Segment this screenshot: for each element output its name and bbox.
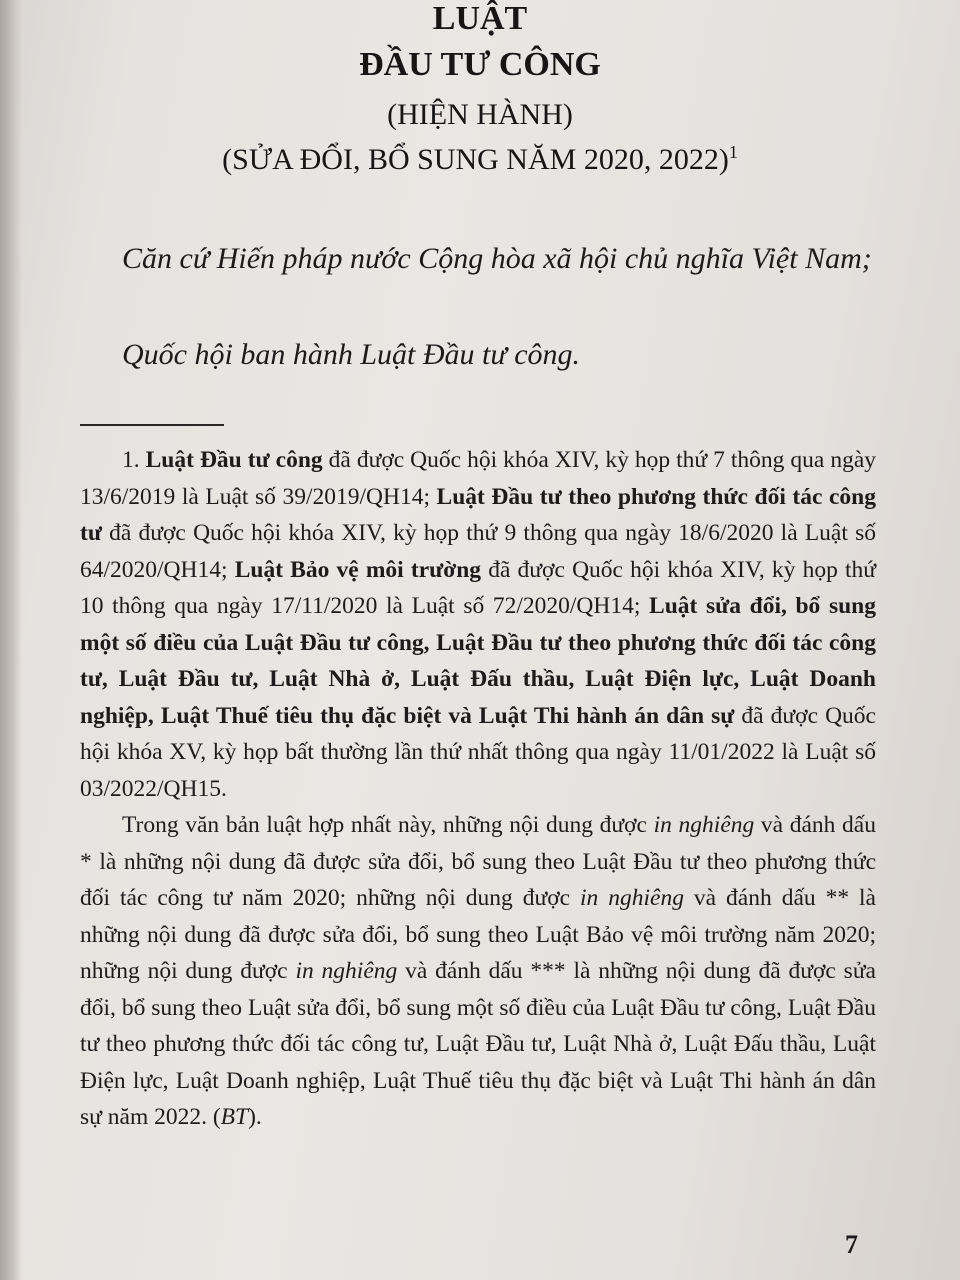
footnote-text: và đánh dấu *** là những nội dung đã được sửa đổi, bổ sung theo Luật sửa đổi, bổ sung một số điều của Luật Đầu tư công, Luật Đầu tư theo phương thức đối tác công tư, Luật Đầu tư, Luật Nhà ở, Luật Đấu thầu, Luật Điện lực, Luật Doanh nghiệp, Luật Thuế tiêu thụ đặc biệt và Luật Thi hành án dân sự năm 2022. ( — [80, 958, 876, 1130]
footnote-marker: 1 — [728, 142, 738, 162]
title-line-1: LUẬT — [432, 0, 528, 37]
title-line-4-text: (SỬA ĐỔI, BỔ SUNG NĂM 2020, 2022) — [222, 143, 729, 176]
italic-term: in nghiêng — [653, 812, 755, 838]
italic-term: in nghiêng — [580, 885, 684, 911]
law-name: Luật Bảo vệ môi trường — [234, 556, 482, 583]
title-line-2: ĐẦU TƯ CÔNG — [359, 46, 601, 83]
law-name: Luật Đầu tư theo phương thức đối tác công tư — [80, 483, 876, 546]
footnote-text: đã được Quốc hội khóa XIV, kỳ họp thứ 7 thông qua ngày 13/6/2019 là Luật số 39/2019/QH14; — [80, 447, 877, 510]
law-name: Luật sửa đổi, bổ sung một số điều của Luật Đầu tư công, Luật Đầu tư theo phương thức đối tác công tư, Luật Đầu tư, Luật Nhà ở, Luật Đấu thầu, Luật Điện lực, Luật Doanh nghiệp, Luật Thuế tiêu thụ đặc biệt và Luật Thi hành án dân sự — [80, 593, 876, 729]
footnote-number: 1. — [122, 447, 146, 473]
footnote-paragraph-1 — [80, 442, 876, 807]
title-line-4 — [0, 142, 960, 177]
footnote-text: và đánh dấu ** là những nội dung đã được sửa đổi, bổ sung theo Luật Bảo vệ môi trường năm 2020; những nội dung được — [80, 885, 876, 984]
law-name: Luật Đầu tư công — [145, 447, 323, 473]
footnote-text: và đánh dấu * là những nội dung đã được sửa đổi, bổ sung theo Luật Đầu tư theo phương thức đối tác công tư năm 2020; những nội dung được — [80, 812, 876, 911]
footnote-text: ). — [248, 1104, 262, 1130]
preamble-line-2: Quốc hội ban hành Luật Đầu tư công. — [122, 338, 581, 371]
italic-term: in nghiêng — [295, 958, 398, 984]
page-gutter-shadow — [0, 0, 22, 1280]
footnote-text: đã được Quốc hội khóa XIV, kỳ họp thứ 9 thông qua ngày 18/6/2020 là Luật số 64/2020/QH14; — [80, 520, 876, 583]
italic-term: BT — [220, 1104, 249, 1130]
footnote-text: đã được Quốc hội khóa XIV, kỳ họp thứ 10 thông qua ngày 17/11/2020 là Luật số 72/2020/QH14; — [80, 556, 877, 619]
footnote-text: đã được Quốc hội khóa XV, kỳ họp bất thường lần thứ nhất thông qua ngày 11/01/2022 là Luật số 03/2022/QH15. — [80, 702, 876, 802]
preamble-line-1: Căn cứ Hiến pháp nước Cộng hòa xã hội chủ nghĩa Việt Nam; — [122, 242, 872, 275]
footnote-text: Trong văn bản luật hợp nhất này, những nội dung được — [122, 812, 654, 838]
page-number: 7 — [845, 1230, 858, 1259]
footnote-paragraph-2 — [80, 807, 876, 1136]
footnote-divider — [80, 424, 224, 426]
footnote — [80, 442, 876, 1136]
title-line-3: (HIỆN HÀNH) — [387, 98, 573, 131]
